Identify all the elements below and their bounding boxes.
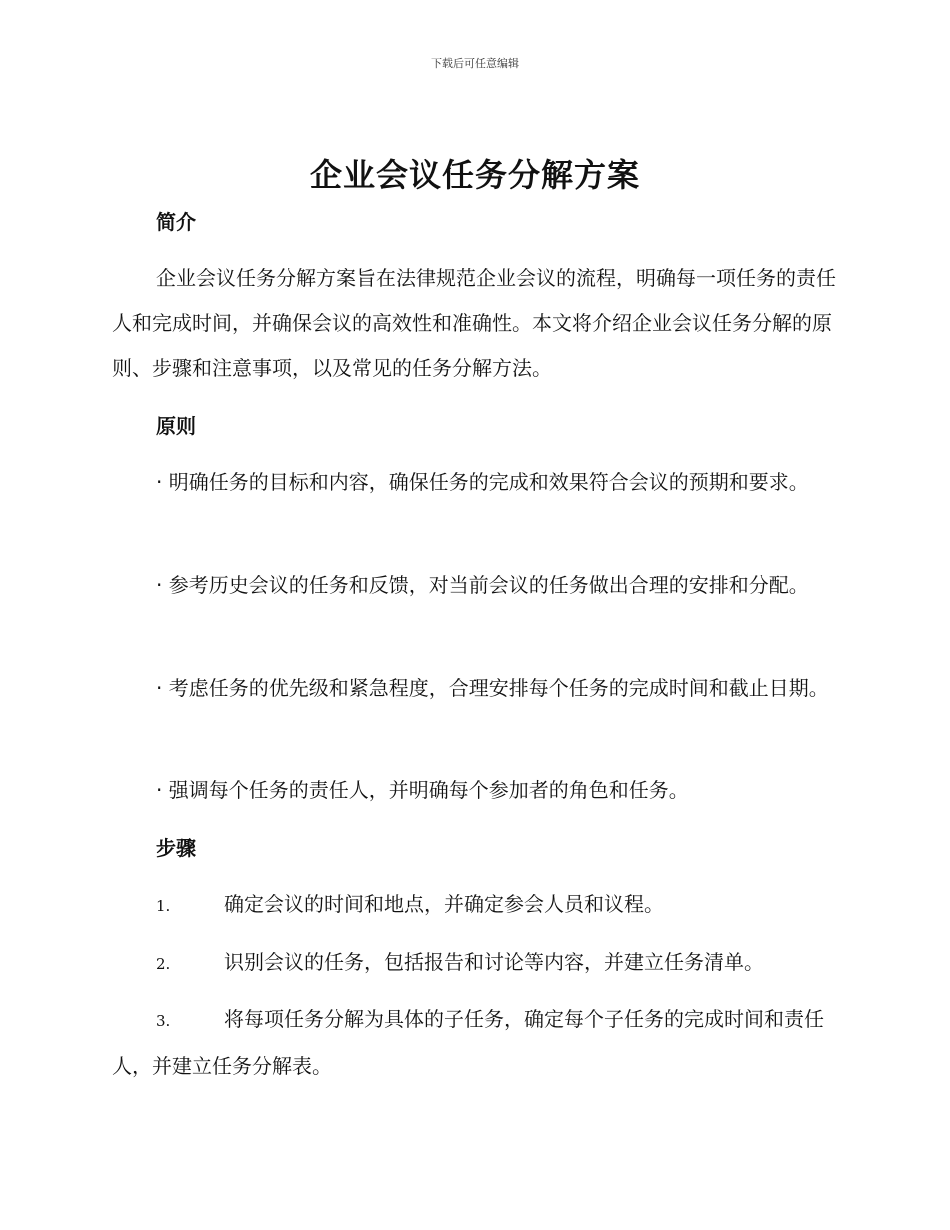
step-number: 1.	[156, 897, 171, 915]
step-text: 确定会议的时间和地点，并确定参会人员和议程。	[224, 892, 664, 916]
principle-item: · 明确任务的目标和内容，确保任务的完成和效果符合会议的预期和要求。	[156, 470, 809, 494]
principle-item: · 考虑任务的优先级和紧急程度，合理安排每个任务的完成时间和截止日期。	[156, 676, 829, 700]
section-heading-steps: 步骤	[156, 836, 196, 860]
intro-paragraph: 企业会议任务分解方案旨在法律规范企业会议的流程，明确每一项任务的责任人和完成时间，并确保会议的高效性和准确性。本文将介绍企业会议任务分解的原则、步骤和注意事项，以及常见的任务分解方法。	[112, 266, 836, 380]
step-number: 3.	[156, 1012, 171, 1030]
principle-item: · 强调每个任务的责任人，并明确每个参加者的角色和任务。	[156, 778, 689, 802]
document-title: 企业会议任务分解方案	[309, 156, 640, 194]
step-item	[112, 997, 836, 1089]
section-heading-intro: 简介	[156, 210, 196, 234]
header-note: 下载后可任意编辑	[431, 57, 519, 70]
section-heading-principles: 原则	[156, 414, 196, 438]
principle-item: · 参考历史会议的任务和反馈，对当前会议的任务做出合理的安排和分配。	[156, 573, 809, 597]
step-item	[112, 940, 836, 987]
step-number: 2.	[156, 955, 171, 973]
step-item	[112, 882, 836, 929]
step-text: 识别会议的任务，包括报告和讨论等内容，并建立任务清单。	[224, 950, 764, 974]
step-text: 将每项任务分解为具体的子任务，确定每个子任务的完成时间和责任人，并建立任务分解表。	[112, 1007, 824, 1078]
